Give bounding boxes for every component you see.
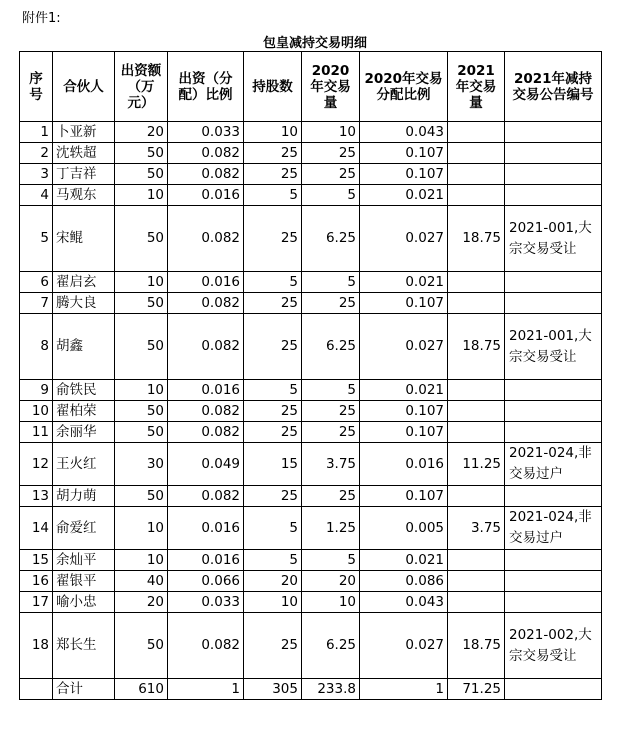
- attachment-label: 附件1:: [22, 11, 61, 26]
- cell-capital-ratio: 0.082: [168, 293, 244, 314]
- cell-volume-2020: 20: [302, 571, 360, 592]
- cell-capital-ratio: 0.082: [168, 206, 244, 272]
- cell-capital: 10: [115, 550, 168, 571]
- cell-notice-2021: [505, 143, 602, 164]
- cell-capital: 50: [115, 293, 168, 314]
- cell-volume-2021: [448, 592, 505, 613]
- cell-capital-ratio: 0.082: [168, 143, 244, 164]
- cell-notice-2021: 2021-024,非交易过户: [505, 443, 602, 486]
- cell-seq: 3: [20, 164, 53, 185]
- cell-notice-2021: [505, 401, 602, 422]
- total-label: 合计: [53, 679, 115, 700]
- cell-partner: 马观东: [53, 185, 115, 206]
- cell-notice-2021: [505, 550, 602, 571]
- cell-shares: 25: [244, 164, 302, 185]
- table-row: [20, 592, 602, 613]
- cell-ratio-2020: 0.016: [360, 443, 448, 486]
- cell-shares: 15: [244, 443, 302, 486]
- cell-shares: 25: [244, 422, 302, 443]
- cell-ratio-2020: 0.107: [360, 401, 448, 422]
- cell-volume-2020: 5: [302, 272, 360, 293]
- cell-volume-2021: [448, 122, 505, 143]
- cell-shares: 10: [244, 592, 302, 613]
- cell-capital-ratio: 0.082: [168, 164, 244, 185]
- cell-ratio-2020: 0.043: [360, 122, 448, 143]
- cell-capital-ratio: 0.016: [168, 380, 244, 401]
- cell-shares: 5: [244, 550, 302, 571]
- cell-partner: 余丽华: [53, 422, 115, 443]
- cell-partner: 腾大良: [53, 293, 115, 314]
- cell-partner: 王火红: [53, 443, 115, 486]
- cell-capital-ratio: 0.082: [168, 401, 244, 422]
- table-row: [20, 206, 602, 272]
- cell-capital: 10: [115, 507, 168, 550]
- cell-shares: 5: [244, 185, 302, 206]
- cell-capital-ratio: 0.049: [168, 443, 244, 486]
- cell-notice-2021: 2021-001,大宗交易受让: [505, 314, 602, 380]
- table-row: [20, 122, 602, 143]
- total-volume-2021: 71.25: [448, 679, 505, 700]
- cell-ratio-2020: 0.107: [360, 486, 448, 507]
- cell-ratio-2020: 0.107: [360, 164, 448, 185]
- header-partner: 合伙人: [53, 52, 115, 122]
- total-ratio-2020: 1: [360, 679, 448, 700]
- cell-capital: 20: [115, 122, 168, 143]
- cell-ratio-2020: 0.005: [360, 507, 448, 550]
- total-shares: 305: [244, 679, 302, 700]
- header-seq: 序号: [20, 52, 53, 122]
- transaction-table: [19, 51, 602, 700]
- table-row: [20, 272, 602, 293]
- cell-volume-2021: [448, 550, 505, 571]
- cell-seq: 10: [20, 401, 53, 422]
- cell-ratio-2020: 0.107: [360, 422, 448, 443]
- cell-shares: 25: [244, 401, 302, 422]
- cell-volume-2020: 10: [302, 122, 360, 143]
- table-row: [20, 293, 602, 314]
- cell-capital: 50: [115, 143, 168, 164]
- cell-seq: 14: [20, 507, 53, 550]
- cell-notice-2021: [505, 272, 602, 293]
- cell-partner: 翟银平: [53, 571, 115, 592]
- cell-volume-2020: 6.25: [302, 206, 360, 272]
- cell-notice-2021: [505, 486, 602, 507]
- cell-ratio-2020: 0.021: [360, 185, 448, 206]
- table-row: [20, 613, 602, 679]
- cell-capital-ratio: 0.066: [168, 571, 244, 592]
- cell-volume-2020: 25: [302, 422, 360, 443]
- cell-capital-ratio: 0.082: [168, 314, 244, 380]
- header-row: [20, 52, 602, 122]
- cell-volume-2021: [448, 272, 505, 293]
- cell-seq: 9: [20, 380, 53, 401]
- cell-capital: 10: [115, 272, 168, 293]
- table-row: [20, 380, 602, 401]
- cell-ratio-2020: 0.021: [360, 272, 448, 293]
- cell-partner: 翟启玄: [53, 272, 115, 293]
- table-row: [20, 486, 602, 507]
- cell-volume-2021: 18.75: [448, 206, 505, 272]
- cell-volume-2020: 10: [302, 592, 360, 613]
- cell-volume-2021: [448, 143, 505, 164]
- header-capital: 出资额（万元）: [115, 52, 168, 122]
- cell-volume-2020: 25: [302, 143, 360, 164]
- cell-ratio-2020: 0.043: [360, 592, 448, 613]
- cell-volume-2021: [448, 422, 505, 443]
- cell-capital: 50: [115, 206, 168, 272]
- cell-volume-2020: 25: [302, 401, 360, 422]
- cell-capital: 50: [115, 613, 168, 679]
- cell-capital: 50: [115, 486, 168, 507]
- table-body: [20, 122, 602, 700]
- cell-shares: 20: [244, 571, 302, 592]
- cell-volume-2021: 11.25: [448, 443, 505, 486]
- cell-capital-ratio: 0.016: [168, 185, 244, 206]
- total-seq: [20, 679, 53, 700]
- cell-capital-ratio: 0.082: [168, 613, 244, 679]
- cell-volume-2020: 3.75: [302, 443, 360, 486]
- cell-seq: 11: [20, 422, 53, 443]
- header-notice-2021: 2021年减持交易公告编号: [505, 52, 602, 122]
- cell-partner: 卜亚新: [53, 122, 115, 143]
- cell-capital-ratio: 0.082: [168, 422, 244, 443]
- cell-shares: 25: [244, 314, 302, 380]
- cell-volume-2021: 3.75: [448, 507, 505, 550]
- total-volume-2020: 233.8: [302, 679, 360, 700]
- cell-ratio-2020: 0.027: [360, 613, 448, 679]
- cell-seq: 13: [20, 486, 53, 507]
- cell-partner: 郑长生: [53, 613, 115, 679]
- cell-notice-2021: [505, 185, 602, 206]
- cell-ratio-2020: 0.027: [360, 314, 448, 380]
- total-capital: 610: [115, 679, 168, 700]
- cell-volume-2020: 5: [302, 185, 360, 206]
- cell-capital-ratio: 0.033: [168, 122, 244, 143]
- cell-ratio-2020: 0.027: [360, 206, 448, 272]
- table-row: [20, 571, 602, 592]
- cell-notice-2021: [505, 164, 602, 185]
- cell-volume-2020: 5: [302, 550, 360, 571]
- cell-partner: 胡鑫: [53, 314, 115, 380]
- cell-shares: 5: [244, 272, 302, 293]
- cell-seq: 1: [20, 122, 53, 143]
- cell-capital: 50: [115, 401, 168, 422]
- cell-shares: 5: [244, 380, 302, 401]
- cell-capital: 50: [115, 314, 168, 380]
- table-row: [20, 443, 602, 486]
- table-row: [20, 550, 602, 571]
- cell-volume-2021: [448, 401, 505, 422]
- cell-capital-ratio: 0.082: [168, 486, 244, 507]
- cell-capital: 30: [115, 443, 168, 486]
- cell-shares: 10: [244, 122, 302, 143]
- cell-ratio-2020: 0.021: [360, 550, 448, 571]
- cell-partner: 宋鲲: [53, 206, 115, 272]
- table-row: [20, 164, 602, 185]
- cell-seq: 8: [20, 314, 53, 380]
- cell-notice-2021: 2021-001,大宗交易受让: [505, 206, 602, 272]
- table-row: [20, 314, 602, 380]
- cell-seq: 5: [20, 206, 53, 272]
- cell-seq: 18: [20, 613, 53, 679]
- cell-seq: 6: [20, 272, 53, 293]
- cell-notice-2021: [505, 293, 602, 314]
- cell-ratio-2020: 0.107: [360, 143, 448, 164]
- table-row: [20, 422, 602, 443]
- cell-volume-2021: [448, 380, 505, 401]
- cell-partner: 俞爱红: [53, 507, 115, 550]
- table-row: [20, 507, 602, 550]
- cell-volume-2021: [448, 185, 505, 206]
- cell-ratio-2020: 0.086: [360, 571, 448, 592]
- cell-volume-2020: 25: [302, 293, 360, 314]
- cell-notice-2021: [505, 422, 602, 443]
- cell-shares: 25: [244, 613, 302, 679]
- total-row: [20, 679, 602, 700]
- table-row: [20, 401, 602, 422]
- cell-shares: 25: [244, 206, 302, 272]
- cell-partner: 喻小忠: [53, 592, 115, 613]
- header-volume-2021: 2021年交易量: [448, 52, 505, 122]
- cell-ratio-2020: 0.021: [360, 380, 448, 401]
- cell-partner: 丁吉祥: [53, 164, 115, 185]
- header-capital-ratio: 出资（分配）比例: [168, 52, 244, 122]
- cell-notice-2021: 2021-024,非交易过户: [505, 507, 602, 550]
- cell-capital-ratio: 0.016: [168, 550, 244, 571]
- cell-volume-2020: 1.25: [302, 507, 360, 550]
- cell-capital: 10: [115, 185, 168, 206]
- cell-seq: 17: [20, 592, 53, 613]
- cell-notice-2021: 2021-002,大宗交易受让: [505, 613, 602, 679]
- cell-volume-2020: 25: [302, 164, 360, 185]
- cell-seq: 7: [20, 293, 53, 314]
- cell-volume-2021: 18.75: [448, 613, 505, 679]
- cell-notice-2021: [505, 380, 602, 401]
- cell-partner: 俞铁民: [53, 380, 115, 401]
- header-shares: 持股数: [244, 52, 302, 122]
- cell-notice-2021: [505, 571, 602, 592]
- cell-shares: 25: [244, 143, 302, 164]
- cell-seq: 16: [20, 571, 53, 592]
- cell-volume-2020: 25: [302, 486, 360, 507]
- cell-ratio-2020: 0.107: [360, 293, 448, 314]
- cell-capital: 20: [115, 592, 168, 613]
- cell-capital-ratio: 0.033: [168, 592, 244, 613]
- cell-volume-2020: 5: [302, 380, 360, 401]
- cell-capital: 50: [115, 422, 168, 443]
- header-volume-2020: 2020年交易量: [302, 52, 360, 122]
- table-row: [20, 185, 602, 206]
- table-row: [20, 143, 602, 164]
- cell-seq: 2: [20, 143, 53, 164]
- cell-partner: 余灿平: [53, 550, 115, 571]
- cell-volume-2021: [448, 293, 505, 314]
- cell-partner: 胡力萌: [53, 486, 115, 507]
- cell-capital-ratio: 0.016: [168, 272, 244, 293]
- cell-volume-2020: 6.25: [302, 314, 360, 380]
- cell-partner: 翟柏荣: [53, 401, 115, 422]
- cell-notice-2021: [505, 122, 602, 143]
- cell-volume-2021: [448, 571, 505, 592]
- cell-seq: 4: [20, 185, 53, 206]
- cell-seq: 15: [20, 550, 53, 571]
- cell-shares: 5: [244, 507, 302, 550]
- cell-capital-ratio: 0.016: [168, 507, 244, 550]
- cell-shares: 25: [244, 486, 302, 507]
- total-notice-2021: [505, 679, 602, 700]
- cell-seq: 12: [20, 443, 53, 486]
- table-title: 包皇减持交易明细: [262, 36, 367, 51]
- cell-volume-2020: 6.25: [302, 613, 360, 679]
- cell-shares: 25: [244, 293, 302, 314]
- total-capital-ratio: 1: [168, 679, 244, 700]
- cell-capital: 50: [115, 164, 168, 185]
- cell-volume-2021: [448, 164, 505, 185]
- cell-capital: 10: [115, 380, 168, 401]
- cell-volume-2021: [448, 486, 505, 507]
- cell-volume-2021: 18.75: [448, 314, 505, 380]
- cell-capital: 40: [115, 571, 168, 592]
- cell-partner: 沈轶超: [53, 143, 115, 164]
- header-ratio-2020: 2020年交易分配比例: [360, 52, 448, 122]
- cell-notice-2021: [505, 592, 602, 613]
